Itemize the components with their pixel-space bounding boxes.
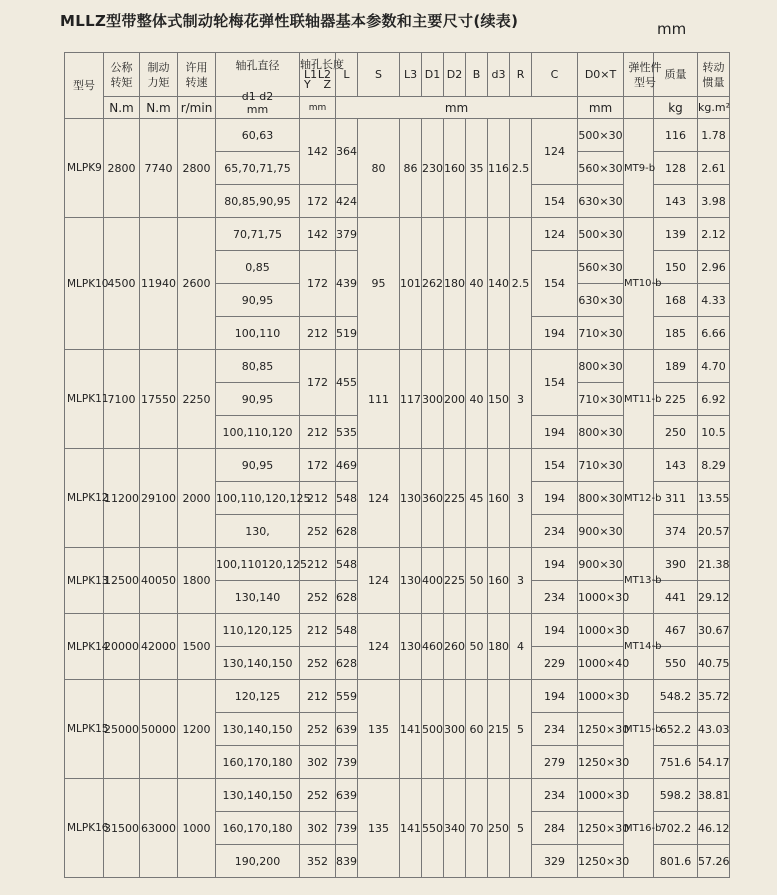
d0t-cell: 1250×30 <box>578 746 624 779</box>
L-cell: 439 <box>336 251 358 317</box>
col-inertia-header: 转动惯量 <box>698 53 730 97</box>
shaft-len-cell: 252 <box>300 581 336 614</box>
bore-cell: 90,95 <box>216 284 300 317</box>
table-row <box>65 548 730 581</box>
L3-cell: 117 <box>400 350 422 449</box>
mass-cell: 374 <box>654 515 698 548</box>
S-cell: 135 <box>358 680 400 779</box>
mass-cell: 548.2 <box>654 680 698 713</box>
d3-cell: 150 <box>488 350 510 449</box>
unit-mm-mid: mm <box>336 97 578 119</box>
table-row <box>65 350 730 383</box>
D2-cell: 300 <box>444 680 466 779</box>
d0t-cell: 630×30 <box>578 185 624 218</box>
torque-cell: 2800 <box>104 119 140 218</box>
inertia-cell: 1.78 <box>698 119 730 152</box>
B-cell: 60 <box>466 680 488 779</box>
inertia-cell: 8.29 <box>698 449 730 482</box>
inertia-cell: 57.26 <box>698 845 730 878</box>
inertia-cell: 4.70 <box>698 350 730 383</box>
L3-cell: 141 <box>400 779 422 878</box>
D1-cell: 230 <box>422 119 444 218</box>
brake-cell: 63000 <box>140 779 178 878</box>
col-shaft-len-header: 轴孔长度 L1 L2 Y Z <box>300 53 336 97</box>
col-brake-header: 制动力矩 <box>140 53 178 97</box>
D2-cell: 160 <box>444 119 466 218</box>
d0t-cell: 500×30 <box>578 218 624 251</box>
shaft-len-cell: 302 <box>300 746 336 779</box>
R-cell: 3 <box>510 449 532 548</box>
col-torque-header: 公称转矩 <box>104 53 140 97</box>
bore-sub-header: d1 d2 mm <box>216 97 300 119</box>
inertia-cell: 4.33 <box>698 284 730 317</box>
col-L3-header: L3 <box>400 53 422 97</box>
bore-cell: 80,85,90,95 <box>216 185 300 218</box>
D2-cell: 225 <box>444 449 466 548</box>
element-cell: MT10-b <box>624 218 654 350</box>
L3-cell: 86 <box>400 119 422 218</box>
L-cell: 519 <box>336 317 358 350</box>
unit-mass: kg <box>654 97 698 119</box>
D2-cell: 180 <box>444 218 466 350</box>
shaft-len-cell: 212 <box>300 614 336 647</box>
C-cell: 284 <box>532 812 578 845</box>
col-C-header: C <box>532 53 578 97</box>
speed-cell: 1200 <box>178 680 216 779</box>
d0t-cell: 800×30 <box>578 416 624 449</box>
B-cell: 40 <box>466 218 488 350</box>
B-cell: 40 <box>466 350 488 449</box>
spec-table <box>64 52 730 878</box>
C-cell: 234 <box>532 515 578 548</box>
model-cell: MLPK10 <box>65 218 104 350</box>
model-cell: MLPK11 <box>65 350 104 449</box>
C-cell: 154 <box>532 185 578 218</box>
inertia-cell: 46.12 <box>698 812 730 845</box>
D2-cell: 225 <box>444 548 466 614</box>
inertia-cell: 29.12 <box>698 581 730 614</box>
L-cell: 839 <box>336 845 358 878</box>
shaft-len-cell: 252 <box>300 779 336 812</box>
bore-cell: 190,200 <box>216 845 300 878</box>
C-cell: 234 <box>532 779 578 812</box>
S-cell: 95 <box>358 218 400 350</box>
model-cell: MLPK9 <box>65 119 104 218</box>
col-S-header: S <box>358 53 400 97</box>
col-bore-header: 轴孔直径 <box>216 53 300 97</box>
table-row <box>65 449 730 482</box>
shaft-len-cell: 252 <box>300 515 336 548</box>
element-cell: MT15-b <box>624 680 654 779</box>
shaft-len-cell: 302 <box>300 812 336 845</box>
col-d0t-header: D0×T <box>578 53 624 97</box>
shaft-len-cell: 172 <box>300 449 336 482</box>
d3-cell: 160 <box>488 548 510 614</box>
shaft-len-cell: 142 <box>300 119 336 185</box>
d0t-cell: 1000×40 <box>578 647 624 680</box>
brake-cell: 17550 <box>140 350 178 449</box>
inertia-cell: 6.66 <box>698 317 730 350</box>
L-cell: 739 <box>336 812 358 845</box>
inertia-cell: 30.67 <box>698 614 730 647</box>
unit-mm-d0: mm <box>578 97 624 119</box>
shaft-len-cell: 172 <box>300 350 336 416</box>
D1-cell: 262 <box>422 218 444 350</box>
table-row <box>65 218 730 251</box>
R-cell: 2.5 <box>510 218 532 350</box>
mass-cell: 751.6 <box>654 746 698 779</box>
shaft-len-cell: 142 <box>300 218 336 251</box>
bore-cell: 130,140,150 <box>216 779 300 812</box>
col-model-header: 型号 <box>65 53 104 119</box>
L-cell: 628 <box>336 515 358 548</box>
d0t-cell: 1000×30 <box>578 779 624 812</box>
R-cell: 3 <box>510 548 532 614</box>
mass-cell: 189 <box>654 350 698 383</box>
D2-cell: 340 <box>444 779 466 878</box>
d0t-cell: 1000×30 <box>578 581 624 614</box>
inertia-cell: 35.72 <box>698 680 730 713</box>
D1-cell: 500 <box>422 680 444 779</box>
L3-cell: 130 <box>400 614 422 680</box>
C-cell: 234 <box>532 713 578 746</box>
torque-cell: 11200 <box>104 449 140 548</box>
col-mass-header: 质量 <box>654 53 698 97</box>
C-cell: 194 <box>532 548 578 581</box>
mass-cell: 185 <box>654 317 698 350</box>
L-cell: 739 <box>336 746 358 779</box>
B-cell: 50 <box>466 614 488 680</box>
D1-cell: 300 <box>422 350 444 449</box>
d0t-cell: 560×30 <box>578 251 624 284</box>
R-cell: 3 <box>510 350 532 449</box>
d3-cell: 250 <box>488 779 510 878</box>
model-cell: MLPK14 <box>65 614 104 680</box>
shaft-len-cell: 252 <box>300 647 336 680</box>
mass-cell: 128 <box>654 152 698 185</box>
unit-element <box>624 97 654 119</box>
bore-cell: 80,85 <box>216 350 300 383</box>
model-cell: MLPK12 <box>65 449 104 548</box>
mass-cell: 598.2 <box>654 779 698 812</box>
col-R-header: R <box>510 53 532 97</box>
B-cell: 45 <box>466 449 488 548</box>
speed-cell: 2000 <box>178 449 216 548</box>
mass-cell: 116 <box>654 119 698 152</box>
bore-cell: 160,170,180 <box>216 812 300 845</box>
L-cell: 639 <box>336 713 358 746</box>
brake-cell: 42000 <box>140 614 178 680</box>
bore-cell: 90,95 <box>216 383 300 416</box>
d0t-cell: 900×30 <box>578 548 624 581</box>
bore-cell: 90,95 <box>216 449 300 482</box>
mass-cell: 150 <box>654 251 698 284</box>
L-cell: 628 <box>336 581 358 614</box>
inertia-cell: 21.38 <box>698 548 730 581</box>
L-cell: 424 <box>336 185 358 218</box>
element-cell: MT13-b <box>624 548 654 614</box>
R-cell: 2.5 <box>510 119 532 218</box>
col-B-header: B <box>466 53 488 97</box>
shaft-len-cell: 172 <box>300 185 336 218</box>
L-cell: 548 <box>336 548 358 581</box>
speed-cell: 1800 <box>178 548 216 614</box>
d0t-cell: 1250×30 <box>578 812 624 845</box>
D1-cell: 360 <box>422 449 444 548</box>
d0t-cell: 1000×30 <box>578 680 624 713</box>
speed-cell: 1500 <box>178 614 216 680</box>
d0t-cell: 900×30 <box>578 515 624 548</box>
S-cell: 80 <box>358 119 400 218</box>
page-title: MLLZ型带整体式制动轮梅花弹性联轴器基本参数和主要尺寸(续表) <box>60 12 519 30</box>
d0t-cell: 500×30 <box>578 119 624 152</box>
shaft-len-cell: 252 <box>300 713 336 746</box>
speed-cell: 2600 <box>178 218 216 350</box>
d0t-cell: 800×30 <box>578 350 624 383</box>
S-cell: 135 <box>358 779 400 878</box>
L-cell: 628 <box>336 647 358 680</box>
mass-cell: 225 <box>654 383 698 416</box>
S-cell: 124 <box>358 614 400 680</box>
torque-cell: 20000 <box>104 614 140 680</box>
unit-inertia: kg.m² <box>698 97 730 119</box>
torque-cell: 4500 <box>104 218 140 350</box>
mass-cell: 550 <box>654 647 698 680</box>
shaft-len-cell: 352 <box>300 845 336 878</box>
unit-torque: N.m <box>104 97 140 119</box>
shaft-len-cell: 212 <box>300 416 336 449</box>
D1-cell: 400 <box>422 548 444 614</box>
brake-cell: 29100 <box>140 449 178 548</box>
D1-cell: 550 <box>422 779 444 878</box>
mass-cell: 250 <box>654 416 698 449</box>
L-cell: 379 <box>336 218 358 251</box>
L-cell: 559 <box>336 680 358 713</box>
torque-cell: 25000 <box>104 680 140 779</box>
col-D2-header: D2 <box>444 53 466 97</box>
d0t-cell: 1000×30 <box>578 614 624 647</box>
element-cell: MT11-b <box>624 350 654 449</box>
torque-cell: 12500 <box>104 548 140 614</box>
R-cell: 5 <box>510 680 532 779</box>
d0t-cell: 1250×30 <box>578 713 624 746</box>
B-cell: 70 <box>466 779 488 878</box>
mass-cell: 652.2 <box>654 713 698 746</box>
col-speed-header: 许用转速 <box>178 53 216 97</box>
C-cell: 194 <box>532 680 578 713</box>
C-cell: 124 <box>532 218 578 251</box>
bore-cell: 110,120,125 <box>216 614 300 647</box>
shaft-len-cell: 212 <box>300 317 336 350</box>
bore-cell: 100,110120,125 <box>216 548 300 581</box>
C-cell: 194 <box>532 482 578 515</box>
D2-cell: 200 <box>444 350 466 449</box>
inertia-cell: 6.92 <box>698 383 730 416</box>
element-cell: MT9-b <box>624 119 654 218</box>
inertia-cell: 20.57 <box>698 515 730 548</box>
S-cell: 124 <box>358 548 400 614</box>
d0t-cell: 630×30 <box>578 284 624 317</box>
speed-cell: 2250 <box>178 350 216 449</box>
d3-cell: 116 <box>488 119 510 218</box>
inertia-cell: 43.03 <box>698 713 730 746</box>
inertia-cell: 10.5 <box>698 416 730 449</box>
col-element-header: 弹性件型号 <box>624 53 654 97</box>
unit-label: mm <box>657 20 687 38</box>
table-row <box>65 680 730 713</box>
L-cell: 535 <box>336 416 358 449</box>
L-cell: 455 <box>336 350 358 416</box>
brake-cell: 11940 <box>140 218 178 350</box>
brake-cell: 40050 <box>140 548 178 614</box>
d0t-cell: 1250×30 <box>578 845 624 878</box>
L3-cell: 130 <box>400 449 422 548</box>
bore-cell: 60,63 <box>216 119 300 152</box>
S-cell: 124 <box>358 449 400 548</box>
shaft-len-cell: 172 <box>300 251 336 317</box>
C-cell: 234 <box>532 581 578 614</box>
bore-cell: 130, <box>216 515 300 548</box>
mass-cell: 441 <box>654 581 698 614</box>
L-cell: 469 <box>336 449 358 482</box>
mass-cell: 702.2 <box>654 812 698 845</box>
brake-cell: 50000 <box>140 680 178 779</box>
inertia-cell: 13.55 <box>698 482 730 515</box>
bore-cell: 100,110,120 <box>216 416 300 449</box>
mass-cell: 390 <box>654 548 698 581</box>
bore-cell: 120,125 <box>216 680 300 713</box>
C-cell: 124 <box>532 119 578 185</box>
C-cell: 154 <box>532 449 578 482</box>
d0t-cell: 560×30 <box>578 152 624 185</box>
model-cell: MLPK13 <box>65 548 104 614</box>
shaft-len-cell: 212 <box>300 680 336 713</box>
C-cell: 154 <box>532 350 578 416</box>
element-cell: MT14-b <box>624 614 654 680</box>
L3-cell: 101 <box>400 218 422 350</box>
torque-cell: 31500 <box>104 779 140 878</box>
C-cell: 329 <box>532 845 578 878</box>
d3-cell: 160 <box>488 449 510 548</box>
D2-cell: 260 <box>444 614 466 680</box>
d3-cell: 180 <box>488 614 510 680</box>
table-row <box>65 119 730 152</box>
element-cell: MT16-b <box>624 779 654 878</box>
unit-shaft-len: mm <box>300 97 336 119</box>
model-cell: MLPK16 <box>65 779 104 878</box>
mass-cell: 168 <box>654 284 698 317</box>
col-d3-header: d3 <box>488 53 510 97</box>
mass-cell: 139 <box>654 218 698 251</box>
model-cell: MLPK15 <box>65 680 104 779</box>
shaft-len-cell: 212 <box>300 482 336 515</box>
R-cell: 4 <box>510 614 532 680</box>
mass-cell: 143 <box>654 449 698 482</box>
bore-cell: 0,85 <box>216 251 300 284</box>
speed-cell: 2800 <box>178 119 216 218</box>
L-cell: 548 <box>336 482 358 515</box>
d0t-cell: 710×30 <box>578 449 624 482</box>
C-cell: 194 <box>532 416 578 449</box>
bore-cell: 65,70,71,75 <box>216 152 300 185</box>
inertia-cell: 2.96 <box>698 251 730 284</box>
d0t-cell: 710×30 <box>578 383 624 416</box>
B-cell: 50 <box>466 548 488 614</box>
inertia-cell: 40.75 <box>698 647 730 680</box>
S-cell: 111 <box>358 350 400 449</box>
D1-cell: 460 <box>422 614 444 680</box>
bore-cell: 130,140 <box>216 581 300 614</box>
bore-cell: 160,170,180 <box>216 746 300 779</box>
speed-cell: 1000 <box>178 779 216 878</box>
bore-cell: 130,140,150 <box>216 713 300 746</box>
L-cell: 639 <box>336 779 358 812</box>
C-cell: 194 <box>532 614 578 647</box>
unit-speed: r/min <box>178 97 216 119</box>
unit-brake: N.m <box>140 97 178 119</box>
B-cell: 35 <box>466 119 488 218</box>
R-cell: 5 <box>510 779 532 878</box>
C-cell: 279 <box>532 746 578 779</box>
mass-cell: 467 <box>654 614 698 647</box>
bore-cell: 100,110,120,125 <box>216 482 300 515</box>
brake-cell: 7740 <box>140 119 178 218</box>
inertia-cell: 38.81 <box>698 779 730 812</box>
bore-cell: 100,110 <box>216 317 300 350</box>
L-cell: 548 <box>336 614 358 647</box>
table-row <box>65 779 730 812</box>
bore-cell: 70,71,75 <box>216 218 300 251</box>
col-D1-header: D1 <box>422 53 444 97</box>
inertia-cell: 2.61 <box>698 152 730 185</box>
d3-cell: 140 <box>488 218 510 350</box>
mass-cell: 801.6 <box>654 845 698 878</box>
col-L-header: L <box>336 53 358 97</box>
mass-cell: 311 <box>654 482 698 515</box>
C-cell: 154 <box>532 251 578 317</box>
C-cell: 194 <box>532 317 578 350</box>
torque-cell: 7100 <box>104 350 140 449</box>
d0t-cell: 800×30 <box>578 482 624 515</box>
C-cell: 229 <box>532 647 578 680</box>
bore-cell: 130,140,150 <box>216 647 300 680</box>
table-row <box>65 614 730 647</box>
inertia-cell: 3.98 <box>698 185 730 218</box>
d3-cell: 215 <box>488 680 510 779</box>
inertia-cell: 2.12 <box>698 218 730 251</box>
L3-cell: 141 <box>400 680 422 779</box>
L3-cell: 130 <box>400 548 422 614</box>
shaft-len-cell: 212 <box>300 548 336 581</box>
mass-cell: 143 <box>654 185 698 218</box>
element-cell: MT12-b <box>624 449 654 548</box>
inertia-cell: 54.17 <box>698 746 730 779</box>
d0t-cell: 710×30 <box>578 317 624 350</box>
L-cell: 364 <box>336 119 358 185</box>
